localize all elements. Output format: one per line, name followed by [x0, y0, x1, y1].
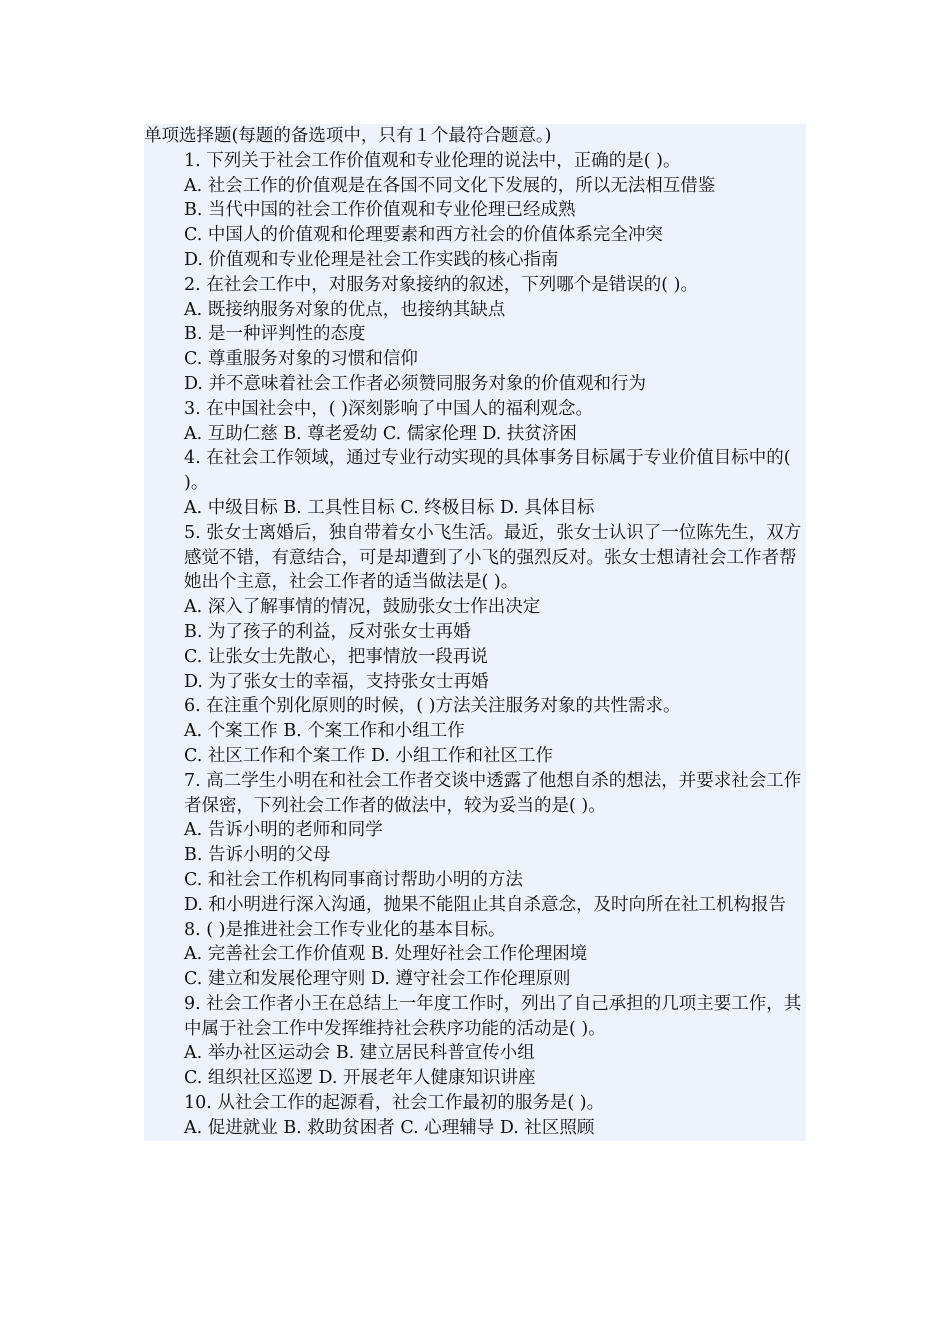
option-line: C. 社区工作和个案工作 D. 小组工作和社区工作	[184, 745, 553, 766]
question-stem: 9. 社会工作者小王在总结上一年度工作时，列出了自己承担的几项主要工作，其中属于社会工作中发挥维持社会秩序功能的活动是( )。	[184, 993, 802, 1039]
option-line: A. 互助仁慈 B. 尊老爱幼 C. 儒家伦理 D. 扶贫济困	[184, 423, 577, 444]
option-line: C. 让张女士先散心，把事情放一段再说	[184, 646, 488, 667]
question-10	[144, 1091, 806, 1141]
question-2	[144, 273, 806, 397]
option-line: D. 并不意味着社会工作者必须赞同服务对象的价值观和行为	[184, 373, 647, 394]
question-stem: 2. 在社会工作中，对服务对象接纳的叙述，下列哪个是错误的( )。	[184, 274, 698, 295]
question-stem: 8. ( )是推进社会工作专业化的基本目标。	[184, 919, 506, 940]
question-5	[144, 521, 806, 695]
option-line: A. 完善社会工作价值观 B. 处理好社会工作伦理困境	[184, 944, 588, 965]
option-line: A. 举办社区运动会 B. 建立居民科普宣传小组	[184, 1043, 535, 1064]
option-line: B. 当代中国的社会工作价值观和专业伦理已经成熟	[184, 200, 576, 221]
question-stem: 7. 高二学生小明在和社会工作者交谈中透露了他想自杀的想法，并要求社会工作者保密，下列社会工作者的做法中，较为妥当的是( )。	[184, 770, 802, 816]
option-line: A. 既接纳服务对象的优点，也接纳其缺点	[184, 299, 506, 320]
question-6	[144, 694, 806, 768]
option-line: D. 和小明进行深入沟通，抛果不能阻止其自杀意念，及时向所在社工机构报告	[184, 894, 787, 915]
question-9	[144, 992, 806, 1091]
option-line: A. 中级目标 B. 工具性目标 C. 终极目标 D. 具体目标	[184, 497, 595, 518]
option-line: D. 为了张女士的幸福，支持张女士再婚	[184, 671, 489, 692]
option-line: A. 个案工作 B. 个案工作和小组工作	[184, 721, 465, 742]
question-stem: 6. 在注重个别化原则的时候，( )方法关注服务对象的共性需求。	[184, 696, 681, 717]
option-line: D. 价值观和专业伦理是社会工作实践的核心指南	[184, 249, 559, 270]
section-heading: 单项选择题(每题的备选项中，只有１个最符合题意。)	[144, 126, 552, 146]
question-stem: 1. 下列关于社会工作价值观和专业伦理的说法中，正确的是( )。	[184, 150, 681, 171]
question-8	[144, 918, 806, 992]
question-3	[144, 397, 806, 447]
question-4	[144, 446, 806, 520]
question-stem: 3. 在中国社会中，( )深刻影响了中国人的福利观念。	[184, 398, 593, 419]
option-line: B. 是一种评判性的态度	[184, 324, 366, 345]
exam-text-block	[144, 124, 806, 1141]
question-1	[144, 149, 806, 273]
question-stem: 10. 从社会工作的起源看，社会工作最初的服务是( )。	[184, 1093, 605, 1114]
option-line: B. 为了孩子的利益，反对张女士再婚	[184, 621, 471, 642]
question-stem: 4. 在社会工作领域，通过专业行动实现的具体事务目标属于专业价值目标中的( )。	[184, 448, 797, 494]
option-line: C. 组织社区巡逻 D. 开展老年人健康知识讲座	[184, 1068, 536, 1089]
option-line: B. 告诉小明的父母	[184, 845, 331, 866]
option-line: C. 中国人的价值观和伦理要素和西方社会的价值体系完全冲突	[184, 225, 663, 246]
question-7	[144, 769, 806, 918]
option-line: C. 建立和发展伦理守则 D. 遵守社会工作伦理原则	[184, 969, 571, 990]
option-line: C. 和社会工作机构同事商讨帮助小明的方法	[184, 869, 523, 890]
option-line: A. 促进就业 B. 救助贫困者 C. 心理辅导 D. 社区照顾	[184, 1117, 595, 1138]
question-stem: 5. 张女士离婚后，独自带着女小飞生活。最近，张女士认识了一位陈先生，双方感觉不错，有意结合，可是却遭到了小飞的强烈反对。张女士想请社会工作者帮她出个主意，社会工作者的适当做法是( )。	[184, 522, 802, 593]
option-line: A. 社会工作的价值观是在各国不同文化下发展的，所以无法相互借鉴	[184, 175, 716, 196]
option-line: A. 告诉小明的老师和同学	[184, 820, 383, 841]
option-line: A. 深入了解事情的情况，鼓励张女士作出决定	[184, 597, 541, 618]
option-line: C. 尊重服务对象的习惯和信仰	[184, 349, 418, 370]
